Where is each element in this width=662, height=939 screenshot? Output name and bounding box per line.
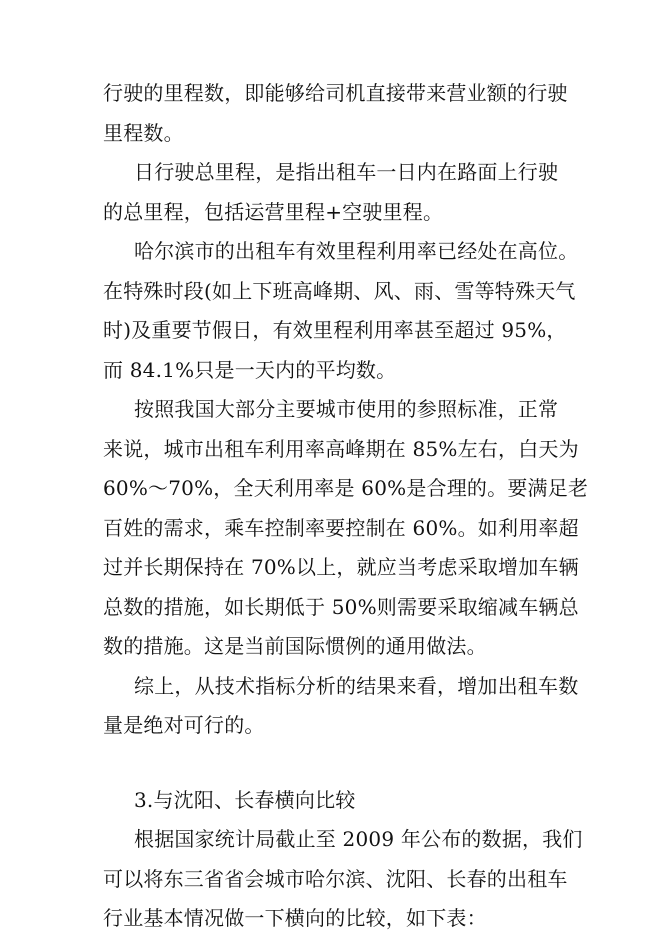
paragraph-5-line-2: 量是绝对可行的。: [103, 713, 265, 737]
document-body: [103, 74, 589, 939]
paragraph-4-line-6: 总数的措施，如长期低于 50%则需要采取缩减车辆总: [103, 594, 579, 619]
paragraph-3-line-1: 哈尔滨市的出租车有效里程利用率已经处在高位。: [134, 239, 579, 263]
paragraph-1-line-2: 里程数。: [103, 120, 184, 145]
paragraph-1-line-1: 行驶的里程数，即能够给司机直接带来营业额的行驶: [103, 81, 568, 105]
paragraph-4-line-2: 来说，城市出租车利用率高峰期在 85%左右，白天为: [103, 436, 579, 461]
paragraph-3-line-4: 而 84.1%只是一天内的平均数。: [103, 357, 397, 382]
paragraph-4-line-1: 按照我国大部分主要城市使用的参照标准，正常: [134, 397, 559, 421]
paragraph-4-line-3: 60%～70%，全天利用率是 60%是合理的。要满足老: [103, 476, 589, 500]
paragraph-4-line-5: 过并长期保持在 70%以上，就应当考虑采取增加车辆: [103, 555, 579, 579]
paragraph-2-line-2: 的总里程，包括运营里程+空驶里程。: [103, 199, 444, 224]
closing-paragraph-line-2: 可以将东三省省会城市哈尔滨、沈阳、长春的出租车: [103, 866, 568, 891]
paragraph-2-line-1: 日行驶总里程，是指出租车一日内在路面上行驶: [134, 160, 559, 184]
section-spacer: [103, 746, 573, 781]
paragraph-3-line-3: 时)及重要节假日，有效里程利用率甚至超过 95%，: [103, 318, 567, 342]
paragraph-4-line-4: 百姓的需求，乘车控制率要控制在 60%。如利用率超: [103, 515, 579, 540]
closing-paragraph-line-3: 行业基本情况做一下横向的比较，如下表：: [103, 906, 487, 930]
section-heading: 3.与沈阳、长春横向比较: [134, 787, 356, 812]
paragraph-3-line-2: 在特殊时段(如上下班高峰期、风、雨、雪等特殊天气: [103, 278, 576, 303]
paragraph-4-line-7: 数的措施。这是当前国际惯例的通用做法。: [103, 634, 487, 658]
closing-paragraph-line-1: 根据国家统计局截止至 2009 年公布的数据，我们: [134, 827, 583, 851]
paragraph-5-line-1: 综上，从技术指标分析的结果来看，增加出租车数: [134, 673, 579, 698]
